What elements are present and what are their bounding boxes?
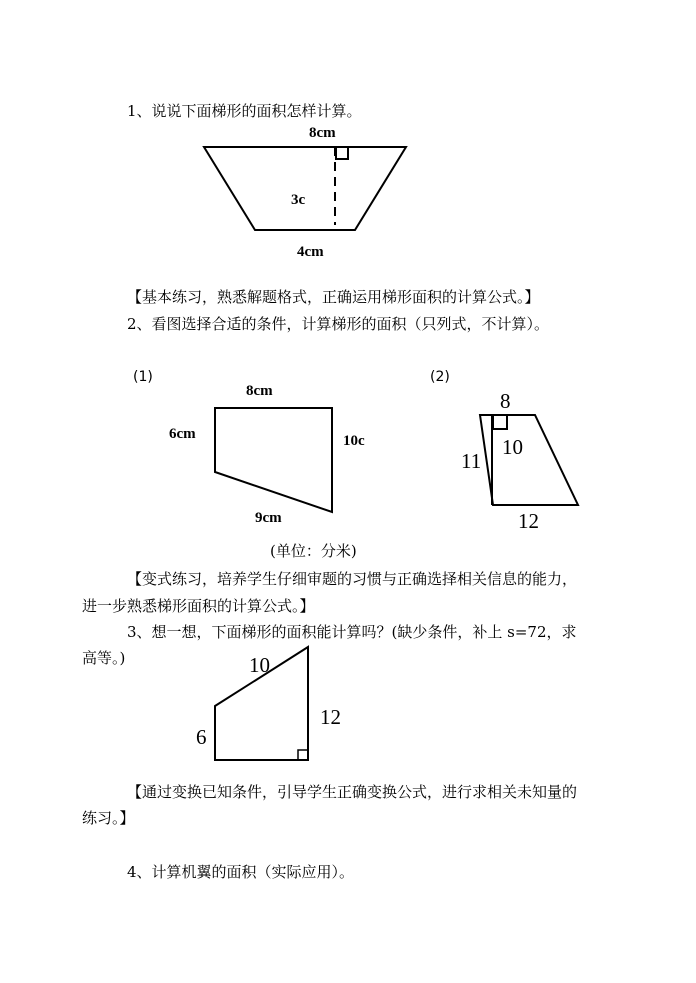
question-4-text: 4、计算机翼的面积（实际应用）。 (127, 863, 355, 881)
fig2-1-top-label: 8cm (246, 383, 273, 399)
fig2-2-slant-label: 11 (461, 449, 482, 473)
fig1-bottom-label: 4cm (297, 244, 324, 260)
fig3-left-label: 6 (196, 725, 207, 749)
note-2-line-1: 【变式练习，培养学生仔细审题的习惯与正确选择相关信息的能力， (127, 570, 578, 588)
trapezoid-figure-2-1 (133, 369, 365, 526)
trapezoid-figure-2-2 (430, 369, 578, 533)
fig1-height-label: 3c (291, 192, 306, 208)
trapezoid-figure-3 (196, 647, 341, 760)
question-3-line-2: 高等。) (82, 649, 126, 667)
right-angle-mark (336, 147, 348, 159)
question-1-text: 1、说说下面梯形的面积怎样计算。 (127, 102, 362, 120)
fig3-right-label: 12 (320, 705, 341, 729)
question-3-line-1: 3、想一想，下面梯形的面积能计算吗？(缺少条件，补上 s=72，求 (127, 623, 577, 641)
note-2-line-2: 进一步熟悉梯形面积的计算公式。】 (82, 597, 315, 615)
fig2-1-number: (1) (133, 369, 153, 385)
note-3-line-1: 【通过变换已知条件，引导学生正确变换公式，进行求相关未知量的 (127, 783, 578, 801)
fig2-1-right-label: 10c (343, 433, 365, 449)
fig2-1-left-label: 6cm (169, 426, 196, 442)
fig2-2-height-label: 10 (502, 435, 523, 459)
right-angle-mark (298, 750, 308, 760)
trapezoid-figure-1 (204, 125, 406, 260)
note-1: 【基本练习，熟悉解题格式，正确运用梯形面积的计算公式。】 (127, 288, 540, 306)
unit-note: (单位：分米) (270, 542, 357, 560)
fig2-2-number: (2) (430, 369, 450, 385)
fig1-top-label: 8cm (309, 125, 336, 141)
fig2-1-bottom-label: 9cm (255, 510, 282, 526)
fig2-2-top-label: 8 (500, 389, 511, 413)
right-angle-mark (493, 415, 507, 429)
question-2-text: 2、看图选择合适的条件，计算梯形的面积（只列式，不计算）。 (127, 315, 550, 333)
fig2-2-bottom-label: 12 (518, 509, 539, 533)
fig3-top-label: 10 (249, 653, 270, 677)
note-3-line-2: 练习。】 (82, 809, 135, 827)
